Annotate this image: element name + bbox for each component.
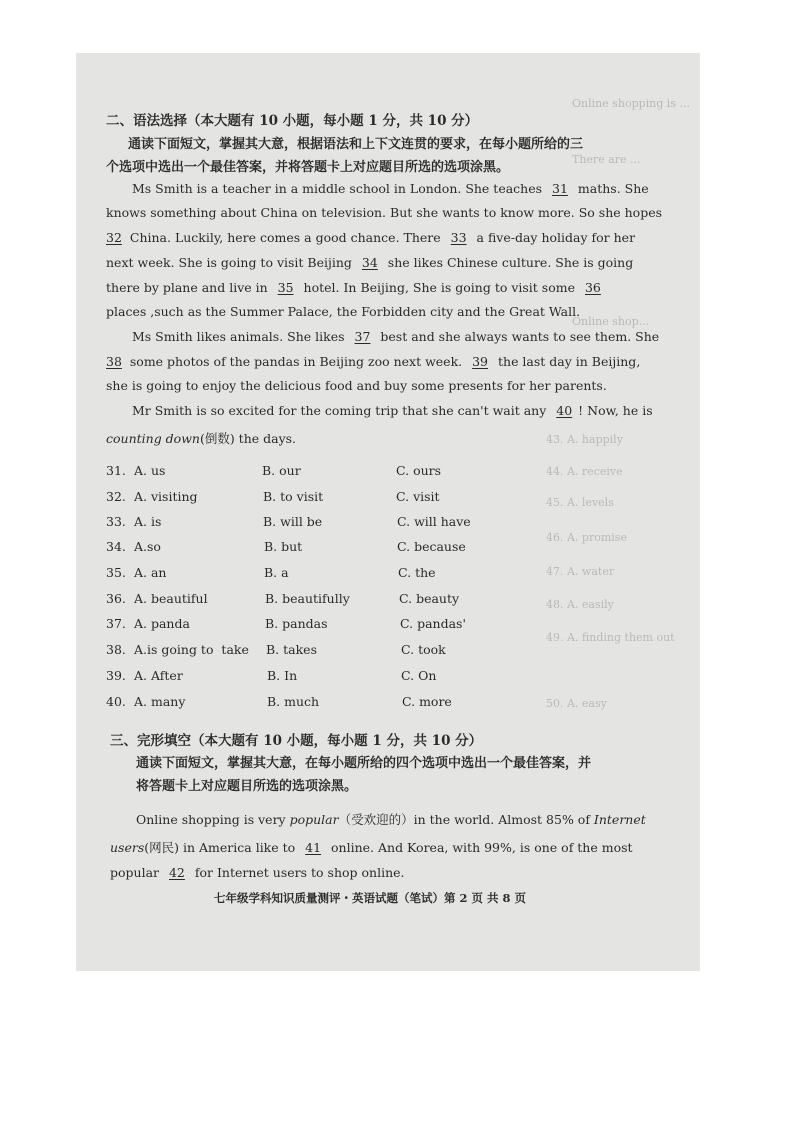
- answer-blank: 32: [106, 230, 122, 245]
- option-c: C. ours: [396, 463, 442, 478]
- passage-line: users(网民) in America like to 41 online. And Korea, with 99%, is one of the most: [110, 840, 633, 855]
- passage-line: next week. She is going to visit Beijing 34 she likes Chinese culture. She is going: [106, 255, 634, 270]
- option-b: B. In: [267, 668, 298, 683]
- option-b: B. much: [267, 694, 320, 709]
- answer-blank: 41: [305, 840, 322, 855]
- option-row: 37. A. panda: [106, 616, 190, 631]
- section-instruction: 通读下面短文，掌握其大意，根据语法和上下文连贯的要求，在每小题所给的三: [128, 137, 584, 152]
- option-row: 39. A. After: [106, 668, 183, 683]
- option-row: 33. A. is: [106, 514, 162, 529]
- exam-page: [76, 53, 700, 971]
- option-c: C. the: [398, 565, 436, 580]
- bleed-through-text: 46. A. promise: [546, 531, 627, 544]
- passage-line: Online shopping is very popular（受欢迎的）in the world. Almost 85% of Internet: [136, 812, 646, 827]
- option-row: 32. A. visiting: [106, 489, 198, 504]
- section-instruction: 将答题卡上对应题目所选的选项涂黑。: [136, 779, 358, 794]
- bleed-through-text: Online shop...: [572, 315, 650, 328]
- option-c: C. On: [401, 668, 437, 683]
- bleed-through-text: Online shopping is ...: [572, 97, 690, 110]
- option-b: B. but: [264, 539, 303, 554]
- bleed-through-text: 43. A. happily: [546, 433, 623, 446]
- option-b: B. will be: [263, 514, 323, 529]
- option-row: 35. A. an: [106, 565, 167, 580]
- passage-line: there by plane and live in 35 hotel. In Beijing, She is going to visit some 36: [106, 280, 607, 295]
- option-c: C. beauty: [399, 591, 460, 606]
- option-c: C. pandas': [400, 616, 466, 631]
- passage-line: Ms Smith likes animals. She likes 37 best and she always wants to see them. She: [132, 329, 660, 344]
- page-footer: 七年级学科知识质量测评・英语试题（笔试）第 2 页 共 8 页: [214, 891, 527, 905]
- answer-blank: 37: [354, 329, 371, 344]
- bleed-through-text: 49. A. finding them out: [546, 631, 675, 644]
- answer-blank: 33: [450, 230, 467, 245]
- section-instruction: 个选项中选出一个最佳答案，并将答题卡上对应题目所选的选项涂黑。: [106, 160, 510, 175]
- section-title: 二、语法选择（本大题有 10 小题，每小题 1 分，共 10 分）: [106, 113, 479, 129]
- passage-line: 32 China. Luckily, here comes a good chance. There 33 a five-day holiday for her: [106, 230, 636, 245]
- passage-line: popular 42 for Internet users to shop online.: [110, 865, 405, 880]
- option-b: B. our: [262, 463, 301, 478]
- bleed-through-text: There are ...: [572, 153, 641, 166]
- option-b: B. a: [264, 565, 289, 580]
- answer-blank: 38: [106, 354, 122, 369]
- answer-blank: 42: [168, 865, 185, 880]
- option-c: C. more: [402, 694, 452, 709]
- option-b: B. to visit: [263, 489, 324, 504]
- bleed-through-text: 45. A. levels: [546, 496, 614, 509]
- answer-blank: 39: [472, 354, 489, 369]
- answer-blank: 35: [277, 280, 294, 295]
- passage-line: she is going to enjoy the delicious food and buy some presents for her parents.: [106, 378, 607, 393]
- section-title: 三、完形填空（本大题有 10 小题，每小题 1 分，共 10 分）: [110, 733, 483, 749]
- answer-blank: 34: [361, 255, 378, 270]
- bleed-through-text: 50. A. easy: [546, 697, 607, 710]
- option-row: 36. A. beautiful: [106, 591, 208, 606]
- passage-line: Ms Smith is a teacher in a middle school in London. She teaches 31 maths. She: [132, 181, 649, 196]
- section-instruction: 通读下面短文，掌握其大意，在每小题所给的四个选项中选出一个最佳答案，并: [136, 756, 592, 771]
- option-row: 40. A. many: [106, 694, 186, 709]
- option-b: B. beautifully: [265, 591, 350, 606]
- option-c: C. because: [397, 539, 466, 554]
- bleed-through-text: 48. A. easily: [546, 598, 614, 611]
- option-row: 34. A.so: [106, 539, 161, 554]
- option-b: B. pandas: [265, 616, 328, 631]
- answer-blank: 36: [584, 280, 601, 295]
- option-c: C. visit: [396, 489, 440, 504]
- option-c: C. will have: [397, 514, 471, 529]
- answer-blank: 40: [556, 403, 573, 418]
- bleed-through-text: 44. A. receive: [546, 465, 623, 478]
- bleed-through-text: 47. A. water: [546, 565, 615, 578]
- option-row: 38. A.is going to take: [106, 642, 249, 657]
- option-c: C. took: [401, 642, 446, 657]
- passage-line: 38 some photos of the pandas in Beijing zoo next week. 39 the last day in Beijing,: [106, 354, 641, 369]
- passage-line: Mr Smith is so excited for the coming trip that she can't wait any 40 ! Now, he is: [132, 403, 653, 418]
- passage-line: counting down(倒数) the days.: [106, 431, 297, 446]
- passage-line: knows something about China on television. But she wants to know more. So she hopes: [106, 205, 663, 220]
- passage-line: places ,such as the Summer Palace, the Forbidden city and the Great Wall.: [106, 304, 581, 319]
- option-row: 31. A. us: [106, 463, 166, 478]
- option-b: B. takes: [266, 642, 317, 657]
- answer-blank: 31: [552, 181, 568, 196]
